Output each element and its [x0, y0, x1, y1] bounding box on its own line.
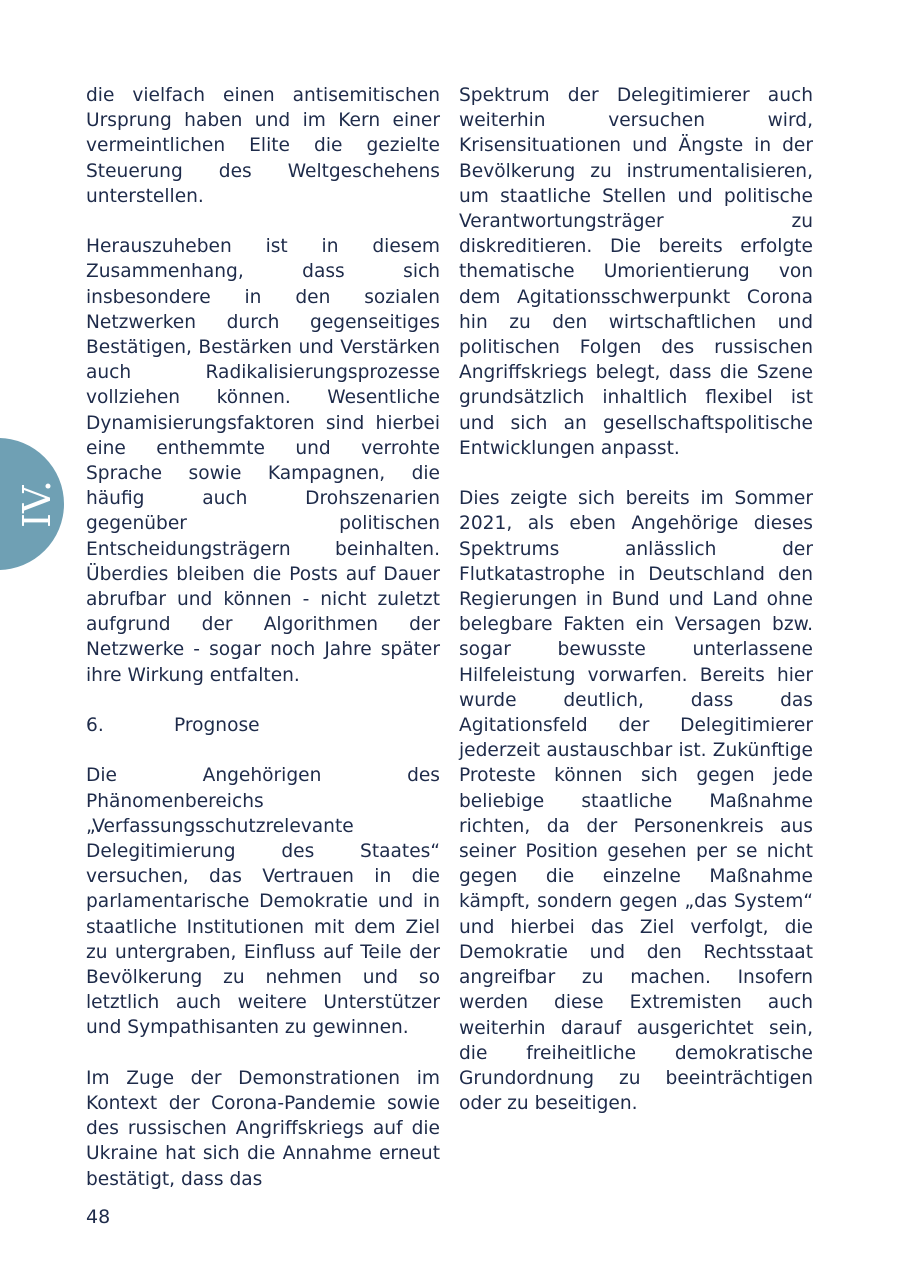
page-number: 48: [86, 1206, 111, 1228]
left-paragraph-3: Die Angehörigen des Phänomenbereichs „Verfassungsschutzrelevante Delegitimierung des Staates“ versuchen, das Vertrauen in die parlamentarische Demokratie und in staatliche Institutionen mit dem Ziel zu untergraben, Einfluss auf Teile der Bevölkerung zu nehmen und so letztlich auch weitere Unterstützer und Sympathisanten zu gewinnen.: [86, 765, 440, 1039]
section-number: 6.: [86, 715, 104, 737]
section-title: Prognose: [174, 715, 260, 737]
right-column: [459, 83, 813, 1116]
left-paragraph-1: die vielfach einen antisemitischen Ursprung haben und im Kern einer vermeintlichen Elite die gezielte Steuerung des Weltgeschehens unterstellen.: [86, 85, 440, 207]
right-paragraph-2: Dies zeigte sich bereits im Sommer 2021, als eben Angehörige dieses Spektrums anlässlich der Flutkatastrophe in Deutschland den Regierungen in Bund und Land ohne belegbare Fakten ein Versagen bzw. sogar bewusste unterlassene Hilfeleistung vorwarfen. Bereits hier wurde deutlich, dass das Agitationsfeld der Delegitimierer jederzeit austauschbar ist. Zukünftige Proteste können sich gegen jede beliebige staatliche Maßnahme richten, da der Personenkreis aus seiner Position gesehen per se nicht gegen die einzelne Maßnahme kämpft, sondern gegen „das System“ und hierbei das Ziel verfolgt, die Demokratie und den Rechtsstaat angreifbar zu machen. Insofern werden diese Extremisten auch weiterhin darauf ausgerichtet sein, die freiheitliche demokratische Grundordnung zu beeinträchtigen oder zu beseitigen.: [459, 488, 813, 1115]
left-paragraph-2: Herauszuheben ist in diesem Zusammenhang, dass sich insbesondere in den sozialen Netzwerken durch gegenseitiges Bestätigen, Bestärken und Verstärken auch Radikalisierungsprozesse vollziehen können. Wesentliche Dynamisierungsfaktoren sind hierbei eine enthemmte und verrohte Sprache sowie Kampagnen, die häufig auch Drohszenarien gegenüber politischen Entscheidungsträgern beinhalten. Überdies bleiben die Posts auf Dauer abrufbar und können - nicht zuletzt aufgrund der Algorithmen der Netzwerke - sogar noch Jahre später ihre Wirkung entfalten.: [86, 236, 440, 686]
right-paragraph-1: Spektrum der Delegitimierer auch weiterhin versuchen wird, Krisensituationen und Ängste in der Bevölkerung zu instrumentalisieren, um staatliche Stellen und politische Verantwortungsträger zu diskreditieren. Die bereits erfolgte thematische Umorientierung von dem Agitationsschwerpunkt Corona hin zu den wirtschaftlichen und politischen Folgen des russischen Angriffskriegs belegt, dass die Szene grundsätzlich inhaltlich flexibel ist und sich an gesellschaftspolitische Entwicklungen anpasst.: [459, 85, 813, 459]
chapter-label: IV.: [15, 480, 59, 528]
left-paragraph-4: Im Zuge der Demonstrationen im Kontext der Corona-Pandemie sowie des russischen Angriffskriegs auf die Ukraine hat sich die Annahme erneut bestätigt, dass das: [86, 1067, 440, 1190]
section-heading: [86, 713, 440, 738]
left-column: [86, 83, 440, 1192]
